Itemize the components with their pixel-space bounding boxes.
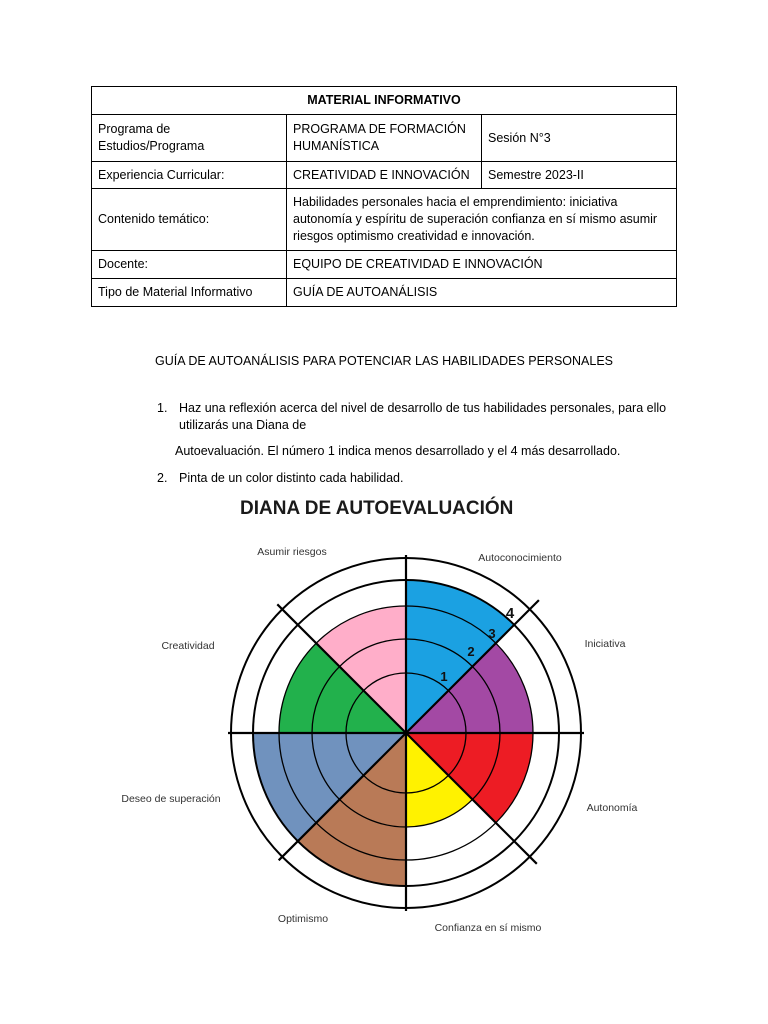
teacher-value: EQUIPO DE CREATIVIDAD E INNOVACIÓN bbox=[287, 251, 677, 279]
label-autoconocimiento: Autoconocimiento bbox=[478, 552, 562, 564]
ring-number-2: 2 bbox=[467, 644, 475, 659]
label-creatividad: Creatividad bbox=[161, 640, 215, 652]
program-label: Programa de Estudios/Programa bbox=[92, 115, 287, 162]
ring-number-3: 3 bbox=[488, 626, 496, 641]
content-label: Contenido temático: bbox=[92, 189, 287, 251]
course-value: CREATIVIDAD E INNOVACIÓN bbox=[287, 162, 482, 189]
diana-title: DIANA DE AUTOEVALUACIÓN bbox=[240, 498, 514, 519]
instruction-1-number: 1. bbox=[157, 401, 168, 415]
ring-number-1: 1 bbox=[440, 669, 448, 684]
course-label: Experiencia Curricular: bbox=[92, 162, 287, 189]
material-type-label: Tipo de Material Informativo bbox=[92, 279, 287, 307]
label-optimismo: Optimismo bbox=[277, 913, 329, 925]
label-asumir-riesgos: Asumir riesgos bbox=[257, 546, 327, 558]
guide-title: GUÍA DE AUTOANÁLISIS PARA POTENCIAR LAS HABILIDADES PERSONALES bbox=[154, 354, 614, 368]
instruction-1-continuation: Autoevaluación. El número 1 indica menos desarrollado y el 4 más desarrollado. bbox=[175, 444, 621, 458]
content-value: Habilidades personales hacia el emprendimiento: iniciativa autonomía y espíritu de superación confianza en sí mismo asumir riesgos optimismo creatividad e innovación. bbox=[287, 189, 677, 251]
instruction-2-number: 2. bbox=[157, 471, 168, 485]
label-iniciativa: Iniciativa bbox=[584, 638, 626, 650]
material-type-value: GUÍA DE AUTOANÁLISIS bbox=[287, 279, 677, 307]
label-autonomia: Autonomía bbox=[586, 802, 638, 814]
program-value: PROGRAMA DE FORMACIÓN HUMANÍSTICA bbox=[287, 115, 482, 162]
label-deseo-de-superacion: Deseo de superación bbox=[121, 793, 221, 805]
info-table-title: MATERIAL INFORMATIVO bbox=[92, 87, 677, 115]
label-confianza: Confianza en sí mismo bbox=[434, 922, 542, 934]
instruction-1-text: Haz una reflexión acerca del nivel de desarrollo de tus habilidades personales, para ello utilizarás una Diana de bbox=[179, 401, 667, 432]
semester-value: Semestre 2023-II bbox=[482, 162, 677, 189]
teacher-label: Docente: bbox=[92, 251, 287, 279]
instruction-2-text: Pinta de un color distinto cada habilidad. bbox=[179, 471, 404, 485]
ring-number-4: 4 bbox=[505, 605, 515, 622]
session-value: Sesión N°3 bbox=[482, 115, 677, 162]
diana-divider-lines bbox=[228, 555, 584, 911]
